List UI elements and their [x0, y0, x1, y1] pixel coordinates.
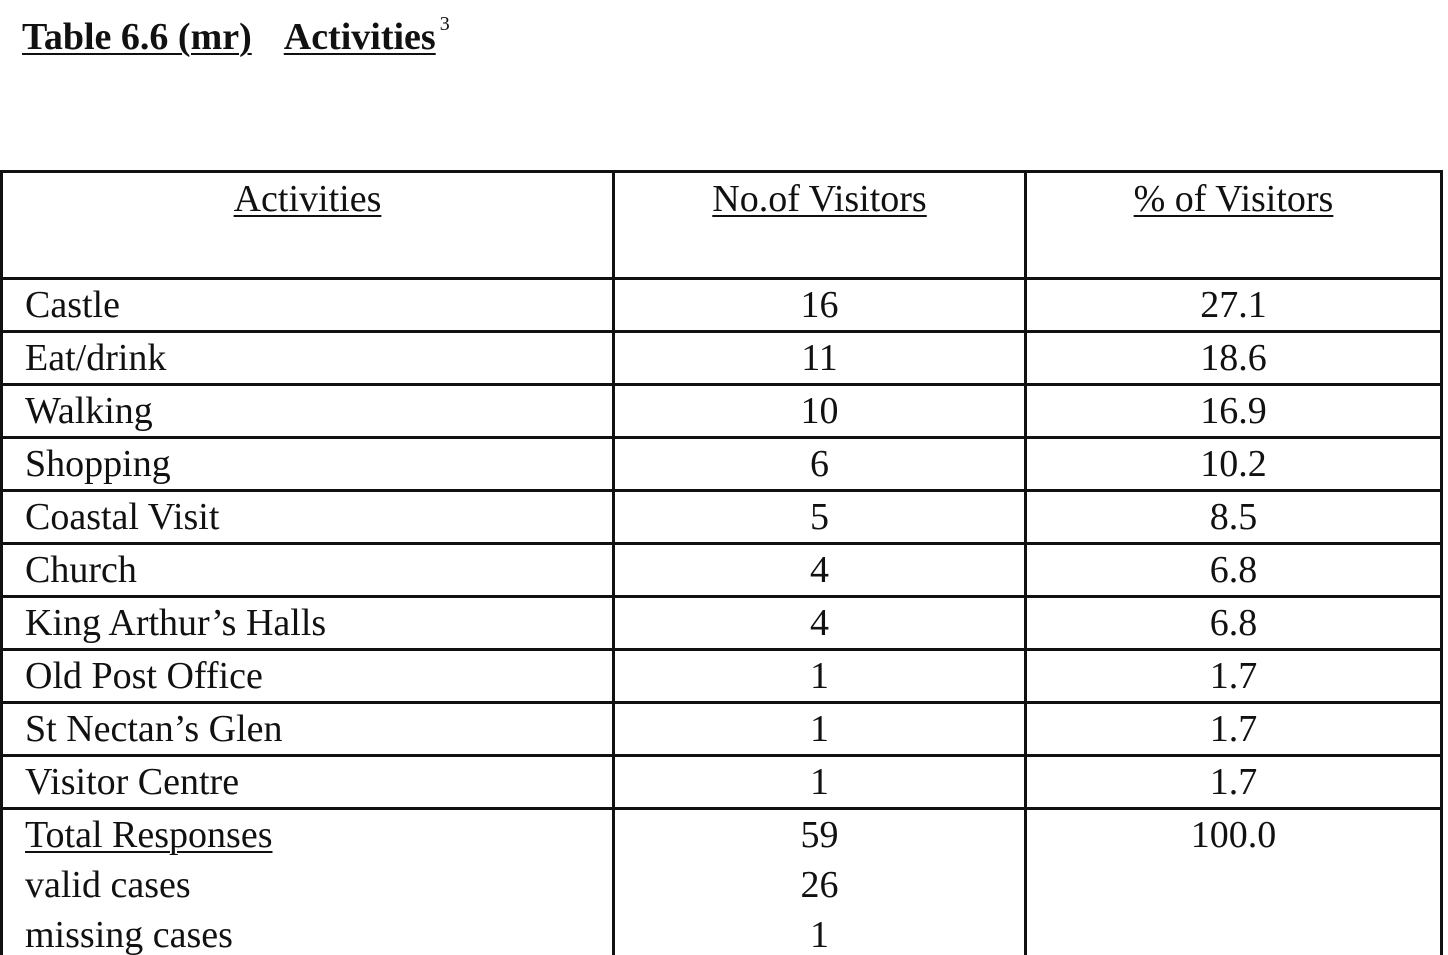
visitors-cell: 6: [614, 438, 1026, 491]
visitors-cell: 16: [614, 279, 1026, 332]
activity-cell: Castle: [2, 279, 614, 332]
percent-cell: 1.7: [1026, 703, 1442, 756]
missing-cases-label: missing cases: [25, 914, 233, 955]
summary-visitors: [614, 809, 1026, 955]
footnote-marker: 3: [439, 13, 450, 35]
activities-table: [0, 170, 1443, 955]
table-name: Activities: [283, 16, 436, 58]
summary-row: [2, 809, 1442, 955]
header-activities: Activities: [2, 172, 614, 279]
percent-cell: 6.8: [1026, 597, 1442, 650]
summary-percent: [1026, 809, 1442, 955]
activity-cell: Coastal Visit: [2, 491, 614, 544]
percent-cell: 27.1: [1026, 279, 1442, 332]
missing-cases-value: 1: [810, 914, 829, 955]
percent-cell: 16.9: [1026, 385, 1442, 438]
visitors-cell: 1: [614, 756, 1026, 809]
valid-cases-label: valid cases: [25, 864, 191, 906]
visitors-cell: 1: [614, 703, 1026, 756]
activity-cell: Eat/drink: [2, 332, 614, 385]
total-responses-label: Total Responses: [25, 814, 273, 856]
activity-cell: Old Post Office: [2, 650, 614, 703]
table-row: [2, 597, 1442, 650]
activity-cell: St Nectan’s Glen: [2, 703, 614, 756]
percent-cell: 18.6: [1026, 332, 1442, 385]
table-row: [2, 491, 1442, 544]
table-row: [2, 332, 1442, 385]
table-title: [22, 13, 450, 58]
table-row: [2, 438, 1442, 491]
table-number: Table 6.6 (mr): [22, 16, 252, 58]
valid-cases-value: 26: [800, 864, 839, 906]
visitors-cell: 1: [614, 650, 1026, 703]
visitors-cell: 11: [614, 332, 1026, 385]
percent-cell: 1.7: [1026, 756, 1442, 809]
table-row: [2, 756, 1442, 809]
activity-cell: Church: [2, 544, 614, 597]
table-row: [2, 385, 1442, 438]
table-row: [2, 279, 1442, 332]
table-row: [2, 650, 1442, 703]
table-row: [2, 703, 1442, 756]
activity-cell: King Arthur’s Halls: [2, 597, 614, 650]
percent-cell: 10.2: [1026, 438, 1442, 491]
table-row: [2, 544, 1442, 597]
total-percent-value: 100.0: [1190, 814, 1277, 856]
visitors-cell: 4: [614, 597, 1026, 650]
activity-cell: Shopping: [2, 438, 614, 491]
activity-cell: Walking: [2, 385, 614, 438]
summary-labels: [2, 809, 614, 955]
percent-cell: 6.8: [1026, 544, 1442, 597]
visitors-cell: 10: [614, 385, 1026, 438]
visitors-cell: 4: [614, 544, 1026, 597]
total-visitors-value: 59: [800, 814, 839, 856]
header-no-of-visitors: No.of Visitors: [614, 172, 1026, 279]
visitors-cell: 5: [614, 491, 1026, 544]
percent-cell: 8.5: [1026, 491, 1442, 544]
activity-cell: Visitor Centre: [2, 756, 614, 809]
header-row: [2, 172, 1442, 279]
header-percent-of-visitors: % of Visitors: [1026, 172, 1442, 279]
percent-cell: 1.7: [1026, 650, 1442, 703]
